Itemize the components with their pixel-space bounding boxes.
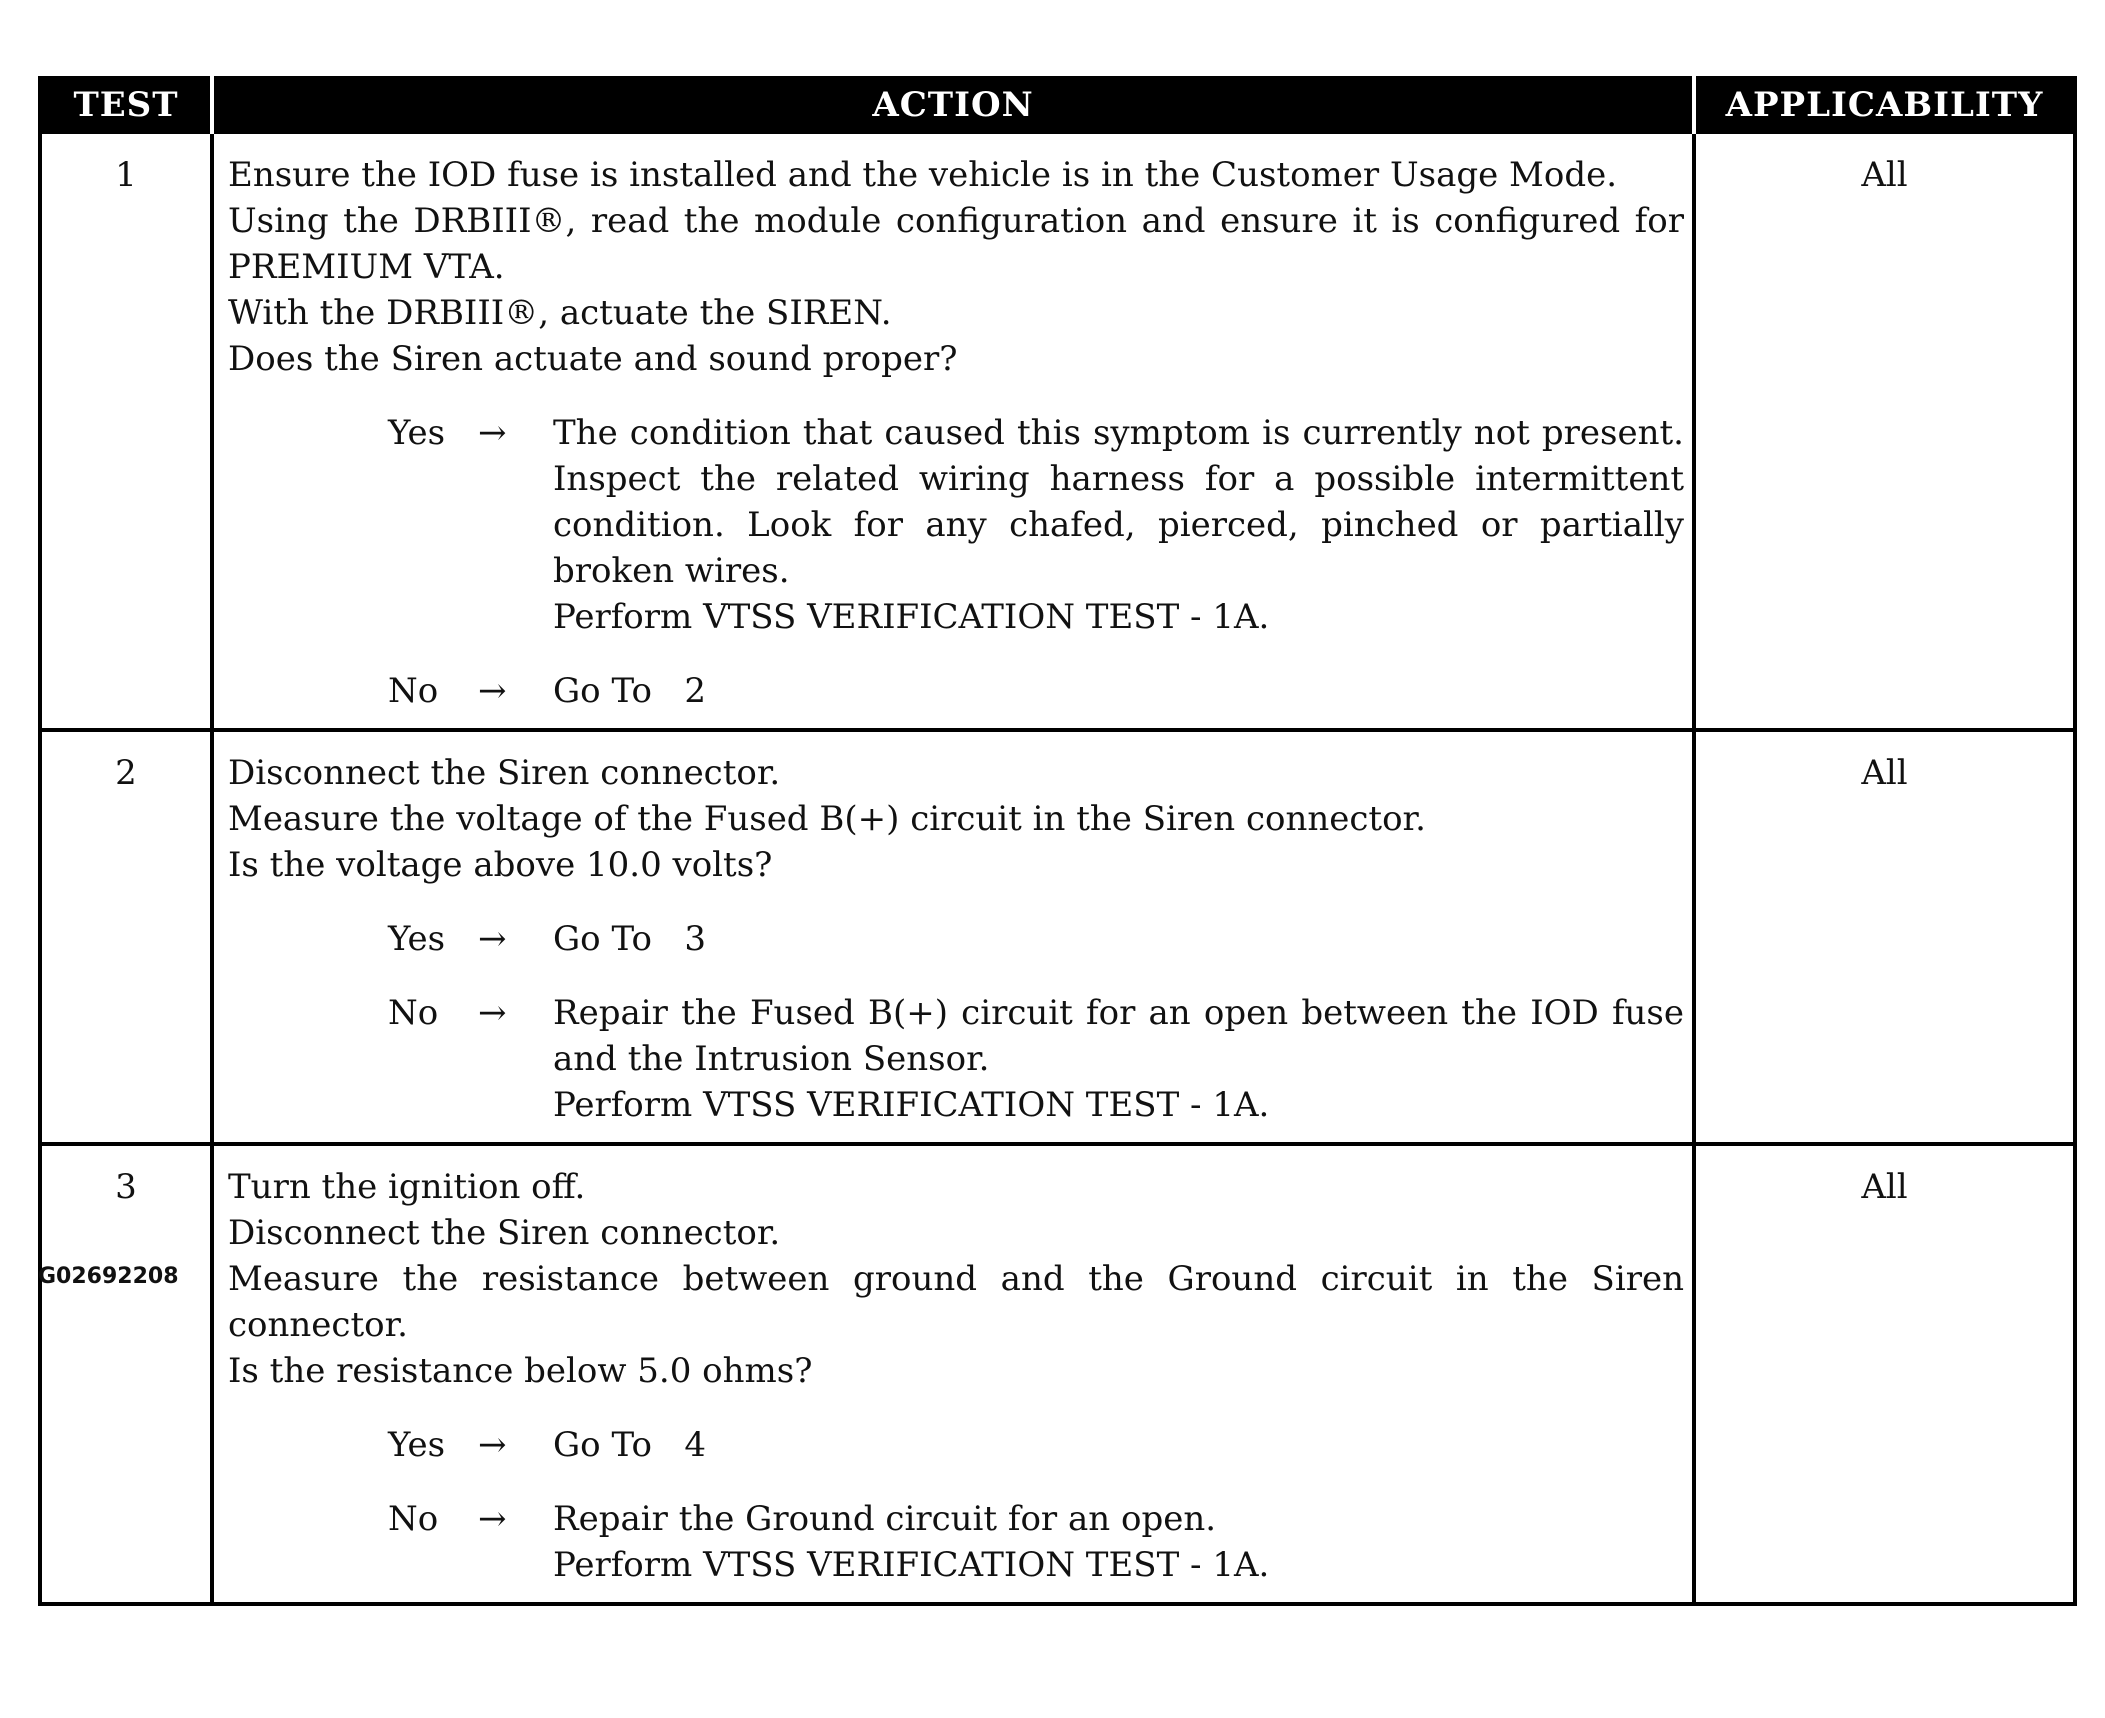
action-step: Is the voltage above 10.0 volts?: [228, 845, 773, 885]
arrow-icon: →: [478, 1499, 507, 1539]
result-line: Go To 2: [553, 671, 706, 711]
column-header-action: ACTION: [212, 78, 1694, 132]
action-step: Measure the voltage of the Fused B(+) circuit in the Siren connector.: [228, 799, 1426, 839]
result-line: The condition that caused this symptom is currently not present. Inspect the related wiring harness for a possible intermittent condition. Look for any chafed, pierced, pinched or partially broken wires.: [553, 413, 1684, 591]
answer-label: No: [388, 993, 439, 1033]
answer-label: Yes: [388, 413, 446, 453]
test-applicability: All: [1694, 132, 2075, 730]
test-applicability: All: [1694, 1144, 2075, 1604]
test-number: 3: [40, 1144, 212, 1604]
action-step: With the DRBIII®, actuate the SIREN.: [228, 293, 892, 333]
action-step: Disconnect the Siren connector.: [228, 753, 781, 793]
test-number: 1: [40, 132, 212, 730]
result-line: Go To 4: [553, 1425, 706, 1465]
figure-id: G02692208: [38, 1264, 179, 1289]
branch-no: [388, 1496, 1684, 1588]
branch-no: [388, 990, 1684, 1128]
test-number: 2: [40, 730, 212, 1144]
result-line: Repair the Ground circuit for an open.: [553, 1499, 1217, 1539]
branch-yes: [388, 916, 1684, 962]
action-step: Using the DRBIII®, read the module configuration and ensure it is configured for PREMIUM VTA.: [228, 201, 1684, 287]
test-applicability: All: [1694, 730, 2075, 1144]
branch-result: [553, 1422, 1684, 1468]
arrow-icon: →: [478, 413, 507, 453]
action-step: Turn the ignition off.: [228, 1167, 586, 1207]
answer-label: No: [388, 671, 439, 711]
answer-label: Yes: [388, 1425, 446, 1465]
result-line: Perform VTSS VERIFICATION TEST - 1A.: [553, 1085, 1270, 1125]
result-line: Repair the Fused B(+) circuit for an open between the IOD fuse and the Intrusion Sensor.: [553, 993, 1684, 1079]
branch-result: [553, 410, 1684, 640]
branch-result: [553, 1496, 1684, 1588]
result-line: Perform VTSS VERIFICATION TEST - 1A.: [553, 597, 1270, 637]
table-row: [40, 1144, 2075, 1604]
action-step: Does the Siren actuate and sound proper?: [228, 339, 958, 379]
table-row: [40, 132, 2075, 730]
result-line: Go To 3: [553, 919, 706, 959]
arrow-icon: →: [478, 671, 507, 711]
table-row: [40, 730, 2075, 1144]
branch-result: [553, 668, 1684, 714]
test-action: [212, 730, 1694, 1144]
action-step: Measure the resistance between ground and the Ground circuit in the Siren connector.: [228, 1259, 1684, 1345]
diagnostic-test-table: [38, 76, 2077, 1606]
answer-label: No: [388, 1499, 439, 1539]
column-header-test: TEST: [40, 78, 212, 132]
branch-result: [553, 990, 1684, 1128]
arrow-icon: →: [478, 919, 507, 959]
branch-no: [388, 668, 1684, 714]
table-header: [40, 78, 2075, 132]
answer-label: Yes: [388, 919, 446, 959]
arrow-icon: →: [478, 993, 507, 1033]
branch-yes: [388, 410, 1684, 640]
arrow-icon: →: [478, 1425, 507, 1465]
test-action: [212, 1144, 1694, 1604]
branch-result: [553, 916, 1684, 962]
branch-yes: [388, 1422, 1684, 1468]
test-action: [212, 132, 1694, 730]
column-header-applicability: APPLICABILITY: [1694, 78, 2075, 132]
action-step: Is the resistance below 5.0 ohms?: [228, 1351, 813, 1391]
diagnostic-sheet: [38, 76, 2073, 1606]
action-step: Disconnect the Siren connector.: [228, 1213, 781, 1253]
result-line: Perform VTSS VERIFICATION TEST - 1A.: [553, 1545, 1270, 1585]
action-step: Ensure the IOD fuse is installed and the vehicle is in the Customer Usage Mode.: [228, 155, 1618, 195]
